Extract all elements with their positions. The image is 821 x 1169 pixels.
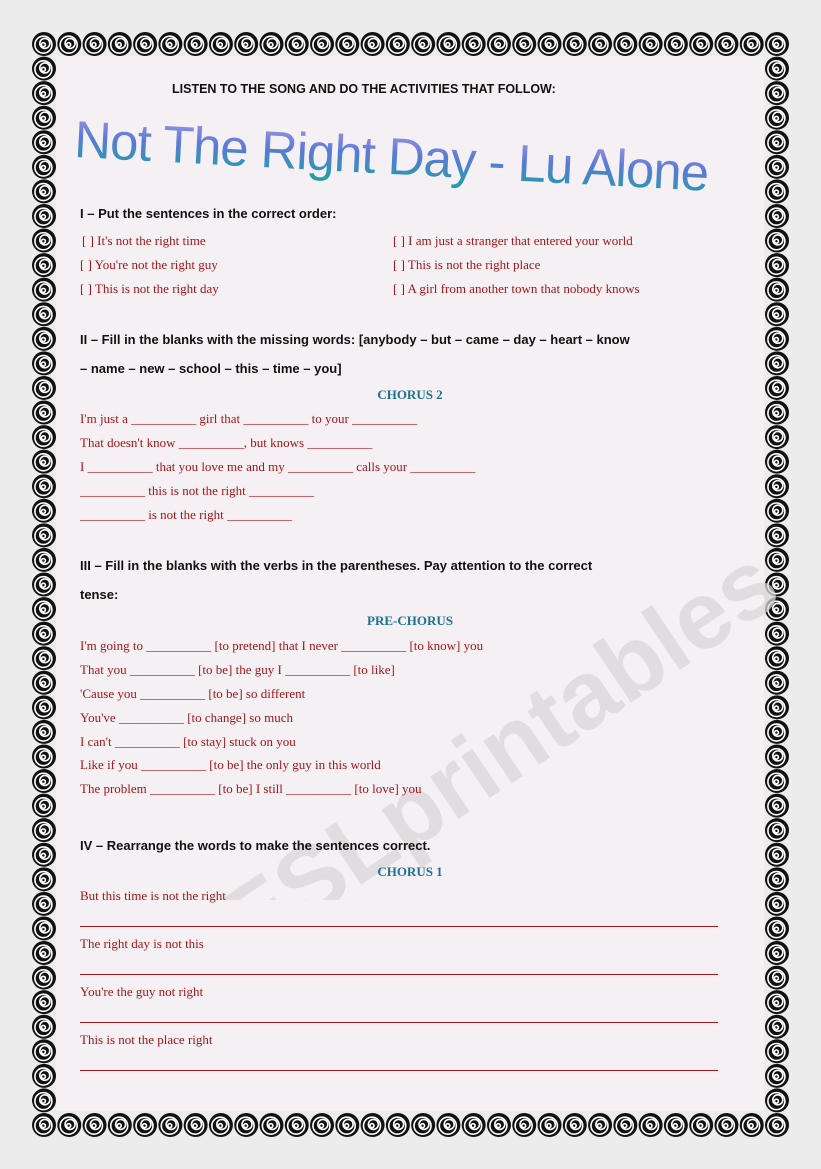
swirl-ornament [335,32,359,56]
swirl-ornament [765,179,789,203]
swirl-ornament [83,1113,107,1137]
scrambled-sentence: The right day is not this [80,936,204,951]
lyric-line: __________ is not the right __________ [80,507,292,522]
swirl-ornament [765,1015,789,1039]
swirl-ornament [32,1039,56,1063]
swirl-ornament [613,1113,637,1137]
swirl-ornament [765,1064,789,1088]
order-item: [ ] I am just a stranger that entered your world [393,233,633,248]
swirl-ornament [765,892,789,916]
swirl-ornament [462,1113,486,1137]
swirl-ornament [285,1113,309,1137]
section-3-heading: III – Fill in the blanks with the verbs in the parentheses. Pay attention to the correct [80,558,593,573]
order-item: [ ] This is not the right day [80,281,219,296]
swirl-ornament [765,229,789,253]
swirl-ornament [765,1039,789,1063]
order-item: [ ] This is not the right place [393,257,541,272]
swirl-ornament [411,32,435,56]
swirl-ornament [765,523,789,547]
swirl-ornament [108,1113,132,1137]
swirl-ornament [32,646,56,670]
swirl-ornament [765,769,789,793]
song-title: Not The Right Day - Lu Alone [72,110,710,203]
swirl-ornament [765,916,789,940]
order-item: [ ] It's not the right time [82,233,206,248]
swirl-ornament [184,1113,208,1137]
swirl-ornament [83,32,107,56]
lyric-line: I'm just a __________ girl that __________ to your __________ [80,411,418,426]
swirl-ornament [32,867,56,891]
swirl-ornament [588,1113,612,1137]
swirl-ornament [613,32,637,56]
swirl-ornament [386,32,410,56]
swirl-ornament [765,966,789,990]
swirl-ornament [32,671,56,695]
swirl-ornament [765,81,789,105]
swirl-ornament [588,32,612,56]
swirl-ornament [563,1113,587,1137]
swirl-ornament [538,1113,562,1137]
swirl-ornament [32,597,56,621]
swirl-ornament [765,548,789,572]
swirl-ornament [765,278,789,302]
swirl-ornament [32,179,56,203]
swirl-ornament [765,744,789,768]
swirl-ornament [32,425,56,449]
swirl-ornament [765,622,789,646]
swirl-ornament [57,1113,81,1137]
swirl-ornament [32,1113,56,1137]
swirl-ornament [765,57,789,81]
chorus-2-label: CHORUS 2 [377,387,443,402]
swirl-ornament [512,32,536,56]
swirl-ornament [158,1113,182,1137]
swirl-ornament [386,1113,410,1137]
lyric-line: The problem __________ [to be] I still __________ [to love] you [80,781,422,796]
swirl-ornament [639,32,663,56]
swirl-ornament [361,1113,385,1137]
swirl-ornament [32,474,56,498]
swirl-ornament [32,622,56,646]
scrambled-sentence: You're the guy not right [80,984,204,999]
swirl-ornament [57,32,81,56]
swirl-ornament [714,32,738,56]
swirl-ornament [765,1088,789,1112]
swirl-ornament [32,302,56,326]
swirl-ornament [765,867,789,891]
swirl-ornament [32,1015,56,1039]
swirl-ornament [234,1113,258,1137]
swirl-ornament [639,1113,663,1137]
swirl-ornament [285,32,309,56]
swirl-ornament [765,106,789,130]
swirl-ornament [765,155,789,179]
lyric-line: I'm going to __________ [to pretend] that I never __________ [to know] you [80,638,484,653]
swirl-ornament [765,597,789,621]
swirl-ornament [765,671,789,695]
answer-line[interactable] [80,974,718,975]
swirl-ornament [361,32,385,56]
answer-line[interactable] [80,926,718,927]
lyric-line: You've __________ [to change] so much [80,710,293,725]
swirl-ornament [765,401,789,425]
swirl-ornament [765,130,789,154]
scrambled-sentence: But this time is not the right [80,888,226,903]
lyric-line: I __________ that you love me and my __________ calls your __________ [80,459,476,474]
lyric-line: Like if you __________ [to be] the only guy in this world [80,757,381,772]
section-2-heading-cont: – name – new – school – this – time – you] [80,361,342,376]
swirl-ornament [32,106,56,130]
swirl-ornament [689,1113,713,1137]
order-item: [ ] You're not the right guy [80,257,218,272]
swirl-ornament [32,523,56,547]
swirl-ornament [209,32,233,56]
swirl-ornament [32,32,56,56]
section-4-heading: IV – Rearrange the words to make the sentences correct. [80,838,431,853]
swirl-ornament [133,1113,157,1137]
swirl-ornament [765,843,789,867]
swirl-ornament [32,376,56,400]
swirl-ornament [765,1113,789,1137]
swirl-ornament [765,302,789,326]
swirl-ornament [487,1113,511,1137]
swirl-ornament [32,941,56,965]
swirl-ornament [714,1113,738,1137]
pre-chorus-label: PRE-CHORUS [367,613,453,628]
scrambled-sentence: This is not the place right [80,1032,213,1047]
swirl-ornament [32,155,56,179]
swirl-ornament [765,720,789,744]
lyric-line: 'Cause you __________ [to be] so different [80,686,306,701]
swirl-ornament [765,204,789,228]
swirl-ornament [765,573,789,597]
swirl-ornament [310,32,334,56]
swirl-ornament [234,32,258,56]
instructions-header: LISTEN TO THE SONG AND DO THE ACTIVITIES THAT FOLLOW: [172,82,556,96]
swirl-ornament [32,916,56,940]
section-2-heading: II – Fill in the blanks with the missing words: [anybody – but – came – day – heart – know [80,332,630,347]
swirl-ornament [765,794,789,818]
lyric-line: That doesn't know __________, but knows __________ [80,435,373,450]
swirl-ornament [310,1113,334,1137]
swirl-ornament [740,32,764,56]
answer-line[interactable] [80,1070,718,1071]
swirl-ornament [765,990,789,1014]
swirl-ornament [32,81,56,105]
swirl-ornament [32,744,56,768]
swirl-ornament [765,327,789,351]
swirl-ornament [32,1088,56,1112]
swirl-ornament [108,32,132,56]
swirl-ornament [563,32,587,56]
swirl-ornament [32,966,56,990]
swirl-ornament [32,720,56,744]
answer-line[interactable] [80,1022,718,1023]
lyric-line: __________ this is not the right __________ [80,483,314,498]
swirl-ornament [765,941,789,965]
swirl-ornament [765,253,789,277]
swirl-ornament [32,450,56,474]
swirl-ornament [765,450,789,474]
swirl-ornament [32,843,56,867]
swirl-ornament [184,32,208,56]
swirl-ornament [765,695,789,719]
swirl-ornament [32,1064,56,1088]
swirl-ornament [765,474,789,498]
swirl-ornament [765,32,789,56]
swirl-ornament [133,32,157,56]
swirl-ornament [32,499,56,523]
swirl-ornament [411,1113,435,1137]
swirl-ornament [32,573,56,597]
chorus-1-label: CHORUS 1 [377,864,443,879]
swirl-ornament [765,818,789,842]
swirl-ornament [765,425,789,449]
swirl-ornament [740,1113,764,1137]
swirl-ornament [32,695,56,719]
swirl-ornament [209,1113,233,1137]
swirl-ornament [32,548,56,572]
swirl-ornament [462,32,486,56]
swirl-ornament [436,32,460,56]
swirl-ornament [664,32,688,56]
swirl-ornament [32,351,56,375]
swirl-ornament [32,327,56,351]
order-item: [ ] A girl from another town that nobody knows [393,281,640,296]
swirl-ornament [765,646,789,670]
swirl-ornament [689,32,713,56]
swirl-ornament [32,794,56,818]
swirl-ornament [32,204,56,228]
swirl-ornament [436,1113,460,1137]
swirl-ornament [32,990,56,1014]
swirl-ornament [32,253,56,277]
swirl-ornament [259,1113,283,1137]
section-3-heading-cont: tense: [80,587,119,602]
swirl-ornament [32,401,56,425]
swirl-ornament [32,892,56,916]
swirl-ornament [32,130,56,154]
swirl-ornament [512,1113,536,1137]
swirl-ornament [664,1113,688,1137]
swirl-ornament [259,32,283,56]
lyric-line: That you __________ [to be] the guy I __________ [to like] [80,662,395,677]
lyric-line: I can't __________ [to stay] stuck on you [80,734,296,749]
swirl-ornament [765,351,789,375]
swirl-ornament [32,57,56,81]
section-1-heading: I – Put the sentences in the correct order: [80,206,337,221]
swirl-ornament [765,376,789,400]
swirl-ornament [32,769,56,793]
swirl-ornament [487,32,511,56]
swirl-ornament [32,818,56,842]
swirl-ornament [538,32,562,56]
swirl-ornament [32,229,56,253]
swirl-ornament [32,278,56,302]
swirl-ornament [335,1113,359,1137]
swirl-ornament [158,32,182,56]
swirl-ornament [765,499,789,523]
